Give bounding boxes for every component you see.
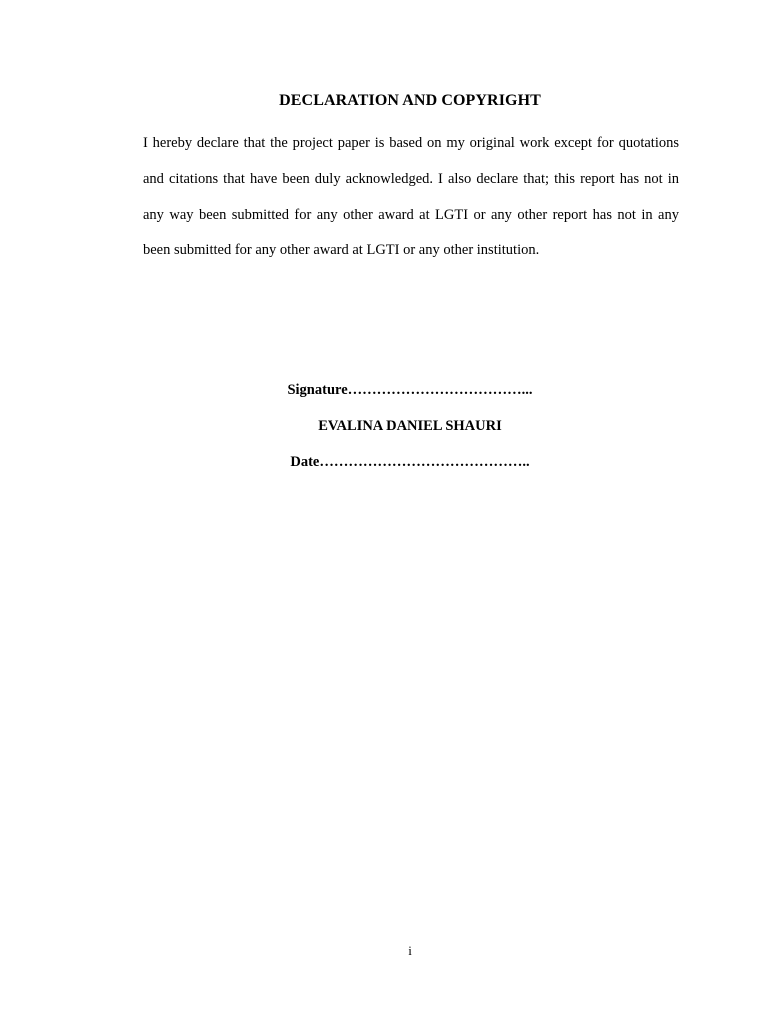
declaration-paragraph: I hereby declare that the project paper is based on my original work except for quotations and citations that have been duly acknowledged. I also declare that; this report has not in any way been submitted for any other award at LGTI or any other report has not in any been submitted for any other award at LGTI or any other institution. (143, 135, 679, 259)
date-line: Date…………………………………….. (290, 454, 530, 470)
signature-line: Signature………………………………... (287, 382, 533, 398)
page-number: i (408, 943, 412, 958)
page-title: DECLARATION AND COPYRIGHT (279, 92, 541, 109)
author-name: EVALINA DANIEL SHAURI (318, 418, 502, 434)
